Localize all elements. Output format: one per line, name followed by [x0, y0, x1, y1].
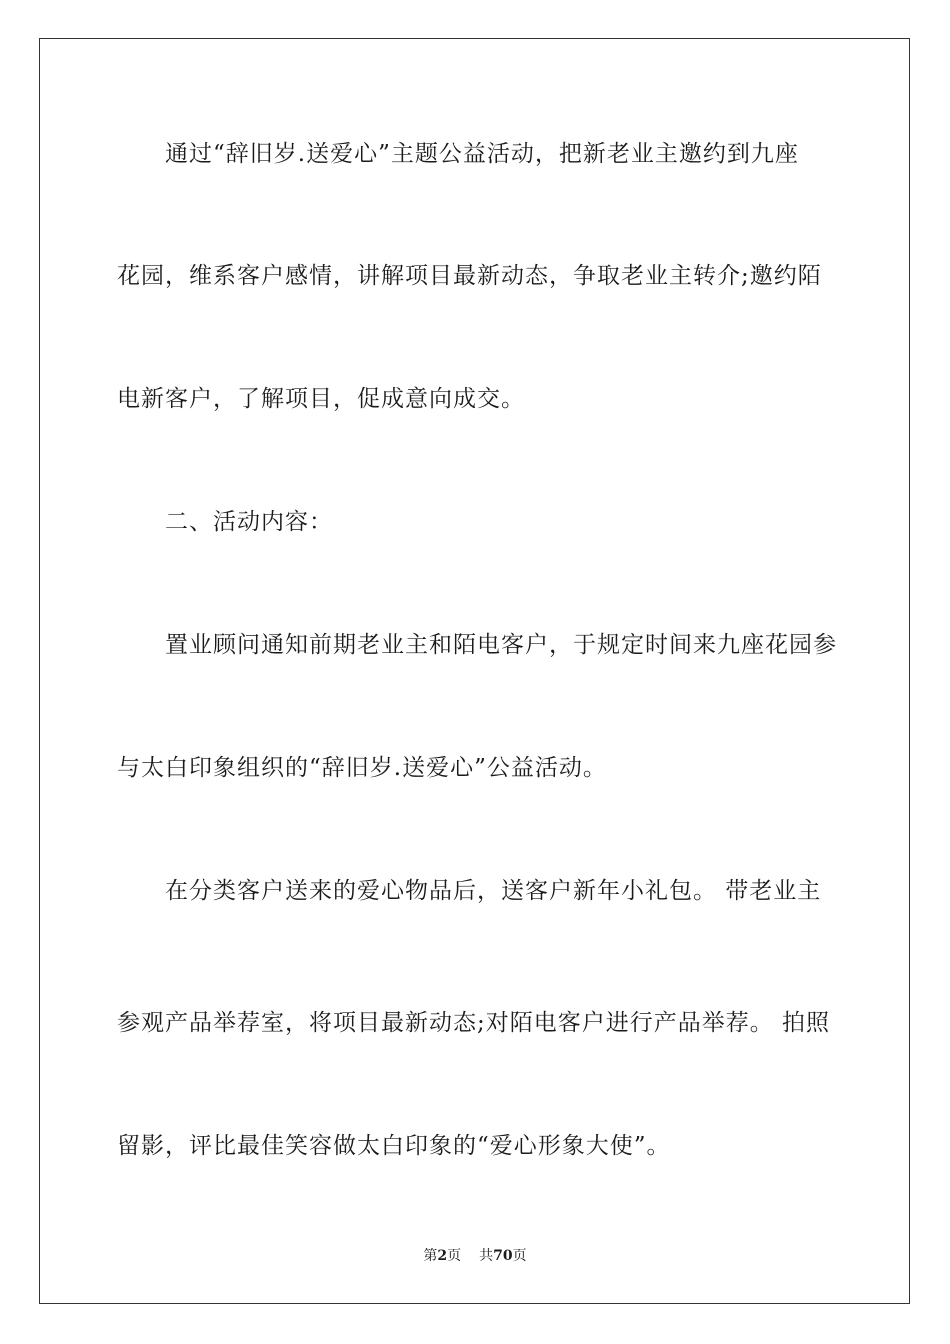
paragraph-3-line-3: 留影，评比最佳笑容做太白印象的“爱心形象大使”。 — [117, 1133, 671, 1159]
paragraph-3-line-2: 参观产品举荐室，将项目最新动态;对陌电客户进行产品举荐。 拍照 — [117, 1010, 831, 1036]
paragraph-2-line-1: 置业顾问通知前期老业主和陌电客户，于规定时间来九座花园参 — [165, 632, 837, 658]
footer-page-suffix: 页 — [447, 1248, 462, 1264]
page-footer — [0, 1246, 950, 1266]
page-border — [39, 38, 910, 1304]
footer-page-number: 2 — [437, 1248, 448, 1264]
paragraph-1-line-2: 花园，维系客户感情，讲解项目最新动态，争取老业主转介;邀约陌 — [117, 263, 822, 289]
section-heading: 二、活动内容： — [165, 509, 333, 535]
paragraph-1-line-3: 电新客户，了解项目，促成意向成交。 — [117, 386, 525, 412]
paragraph-2-line-2: 与太白印象组织的“辞旧岁.送爱心”公益活动。 — [117, 755, 607, 781]
paragraph-3-line-1: 在分类客户送来的爱心物品后，送客户新年小礼包。 带老业主 — [165, 878, 822, 904]
footer-total-prefix: 共 — [479, 1248, 494, 1264]
paragraph-1-line-1: 通过“辞旧岁.送爱心”主题公益活动，把新老业主邀约到九座 — [165, 141, 799, 167]
footer-page-prefix: 第 — [423, 1248, 438, 1264]
footer-total-suffix: 页 — [512, 1248, 527, 1264]
footer-total-pages: 70 — [493, 1248, 513, 1264]
